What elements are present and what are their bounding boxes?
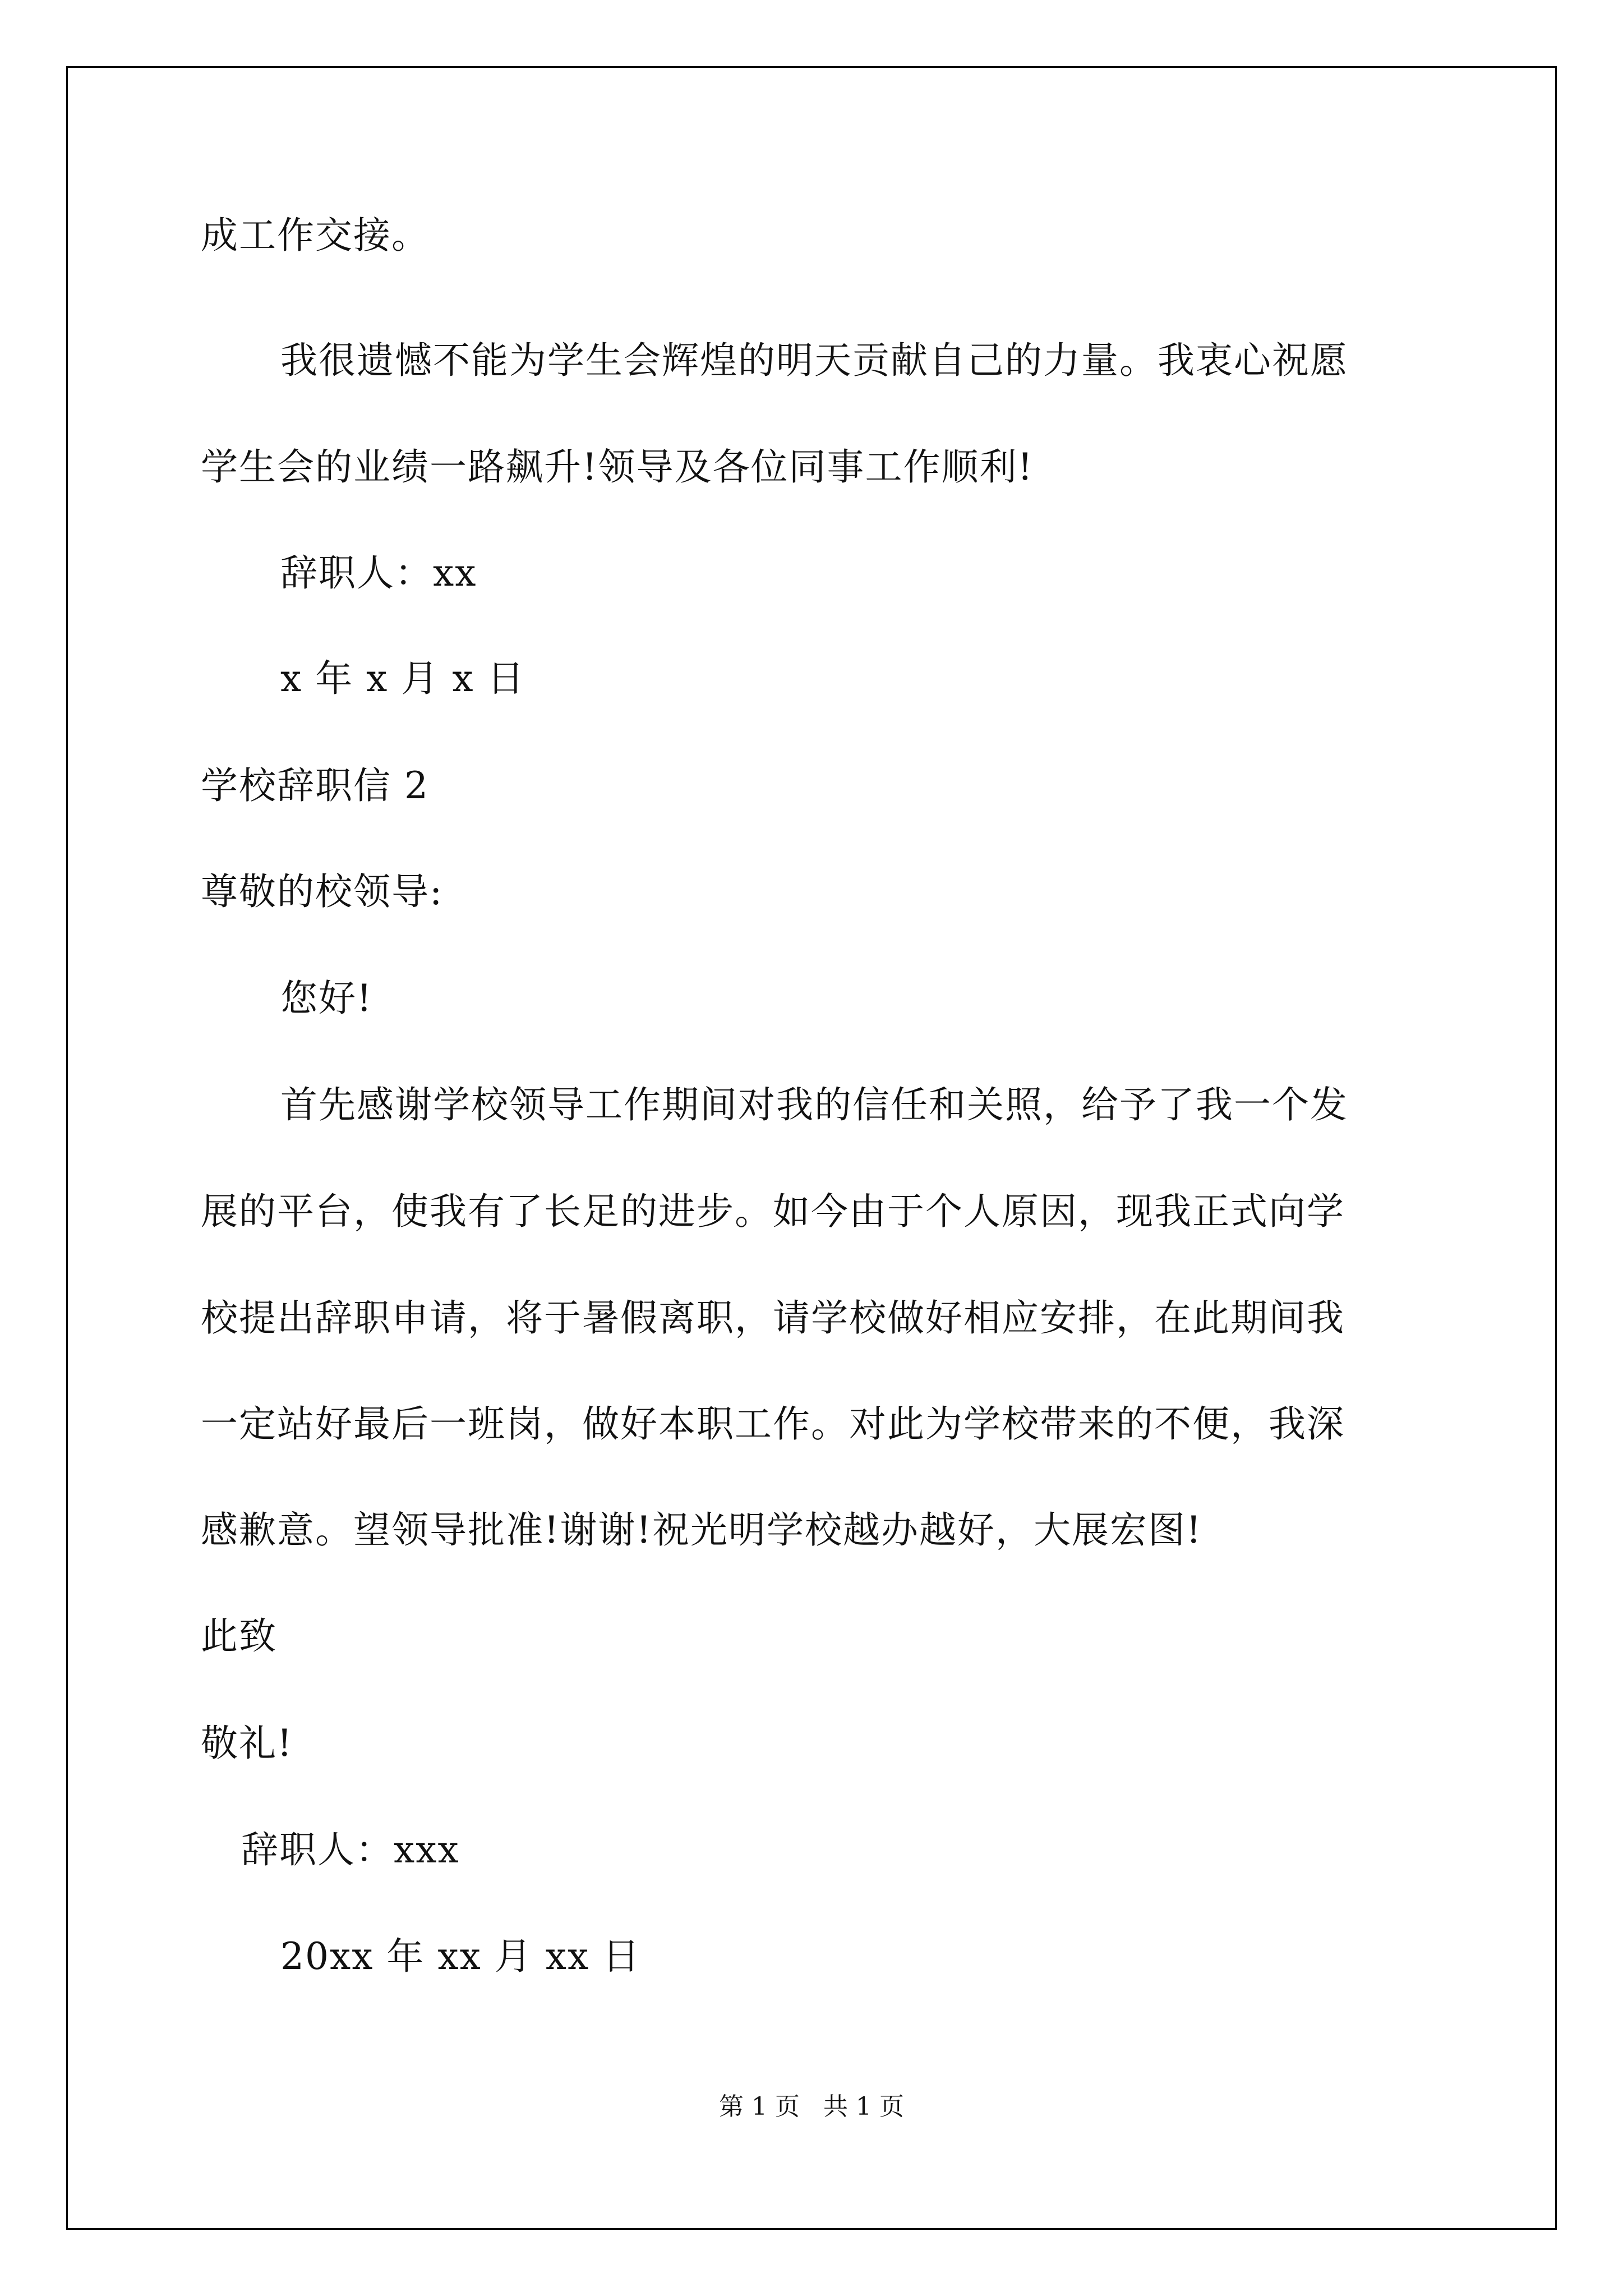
signature-date: 20xx 年 xx 月 xx 日: [280, 1935, 641, 1978]
text-line: 学生会的业绩一路飙升!领导及各位同事工作顺利!: [201, 445, 1034, 489]
closing-regards: 敬礼!: [201, 1722, 293, 1765]
greeting: 您好!: [280, 977, 373, 1020]
page-frame: [66, 66, 1557, 2230]
signature-name: 辞职人：xxx: [241, 1828, 460, 1871]
text-line: 展的平台，使我有了长足的进步。如今由于个人原因，现我正式向学: [201, 1190, 1345, 1233]
text-line: 首先感谢学校领导工作期间对我的信任和关照，给予了我一个发: [280, 1083, 1348, 1126]
text-line: 我很遗憾不能为学生会辉煌的明天贡献自己的力量。我衷心祝愿: [280, 339, 1348, 382]
text-line: 成工作交接。: [201, 214, 430, 257]
signature-date: x 年 x 月 x 日: [280, 657, 525, 700]
text-line: 感歉意。望领导批准!谢谢!祝光明学校越办越好，大展宏图!: [201, 1508, 1202, 1552]
letter-title: 学校辞职信 2: [201, 764, 429, 807]
salutation: 尊敬的校领导:: [201, 870, 444, 913]
text-line: 校提出辞职申请，将于暑假离职，请学校做好相应安排，在此期间我: [201, 1296, 1345, 1340]
text-line: 一定站好最后一班岗，做好本职工作。对此为学校带来的不便，我深: [201, 1402, 1345, 1446]
signature-name: 辞职人：xx: [280, 551, 477, 595]
page-number: 第 1 页 共 1 页: [719, 2092, 904, 2121]
closing: 此致: [201, 1614, 277, 1658]
